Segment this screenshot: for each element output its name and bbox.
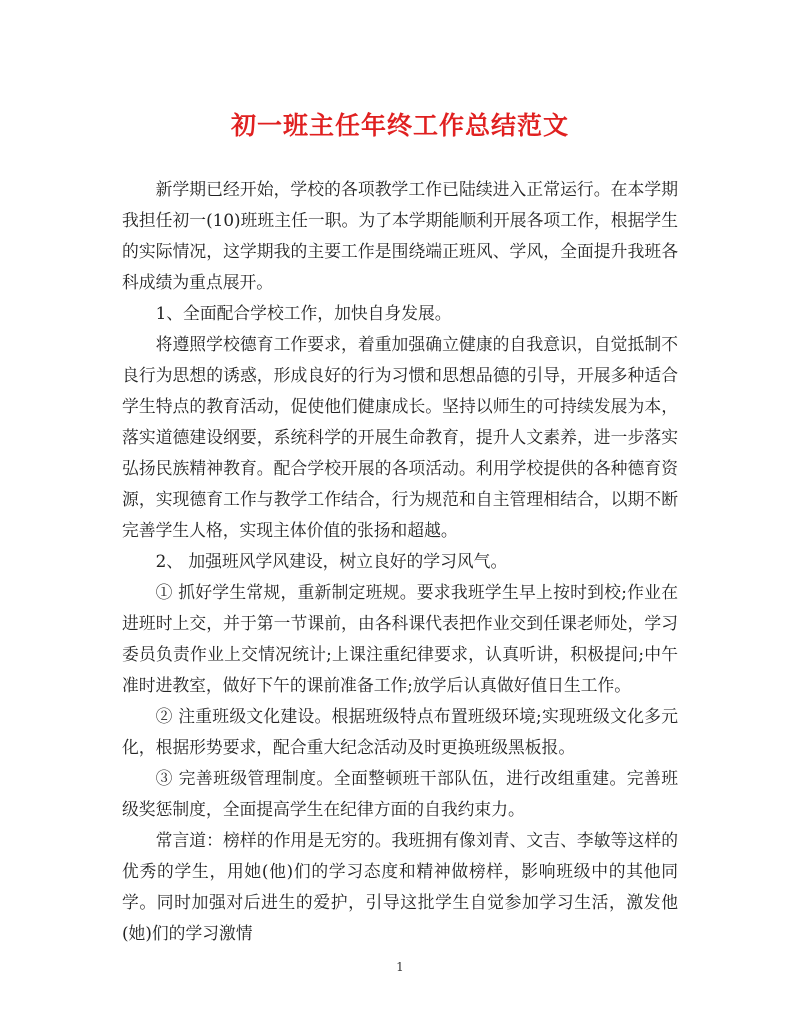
paragraph-item-2: ② 注重班级文化建设。根据班级特点布置班级环境;实现班级文化多元化，根据形势要求，配合重大纪念活动及时更换班级黑板报。 bbox=[122, 706, 678, 757]
paragraph-item-3: ③ 完善班级管理制度。全面整顿班干部队伍，进行改组重建。完善班级奖惩制度，全面提高学生在纪律方面的自我约束力。 bbox=[122, 768, 678, 819]
paragraph-moral-education: 将遵照学校德育工作要求，着重加强确立健康的自我意识，自觉抵制不良行为思想的诱惑，形成良好的行为习惯和思想品德的引导，开展多种适合学生特点的教育活动，促使他们健康成长。坚持以师生的可持续发展为本，落实道德建设纲要，系统科学的开展生命教育，提升人文素养，进一步落实弘扬民族精神教育。配合学校开展的各项活动。利用学校提供的各种德育资源，实现德育工作与教学工作结合，行为规范和自主管理相结合，以期不断完善学生人格，实现主体价值的张扬和超越。 bbox=[122, 334, 678, 540]
page-number: 1 bbox=[396, 960, 404, 974]
paragraph-heading-2: 2、 加强班风学风建设，树立良好的学习风气。 bbox=[155, 551, 508, 571]
paragraph-intro: 新学期已经开始，学校的各项教学工作已陆续进入正常运行。在本学期我担任初一(10)班班主任一职。为了本学期能顺利开展各项工作，根据学生的实际情况，这学期我的主要工作是围绕端正班风、学风，全面提升我班各科成绩为重点展开。 bbox=[122, 179, 678, 292]
paragraph-heading-1: 1、全面配合学校工作，加快自身发展。 bbox=[155, 303, 452, 323]
paragraph-role-models: 常言道：榜样的作用是无穷的。我班拥有像刘青、文吉、李敏等这样的优秀的学生，用她(他)们的学习态度和精神做榜样，影响班级中的其他同学。同时加强对后进生的爱护，引导这批学生自觉参加学习生活，激发他(她)们的学习激情 bbox=[122, 830, 678, 943]
document-title: 初一班主任年终工作总结范文 bbox=[230, 111, 569, 140]
paragraph-item-1: ① 抓好学生常规，重新制定班规。要求我班学生早上按时到校;作业在进班时上交，并于第一节课前，由各科课代表把作业交到任课老师处，学习委员负责作业上交情况统计;上课注重纪律要求，认真听讲，积极提问;中午准时进教室，做好下午的课前准备工作;放学后认真做好值日生工作。 bbox=[122, 582, 678, 695]
document-body bbox=[122, 174, 678, 949]
